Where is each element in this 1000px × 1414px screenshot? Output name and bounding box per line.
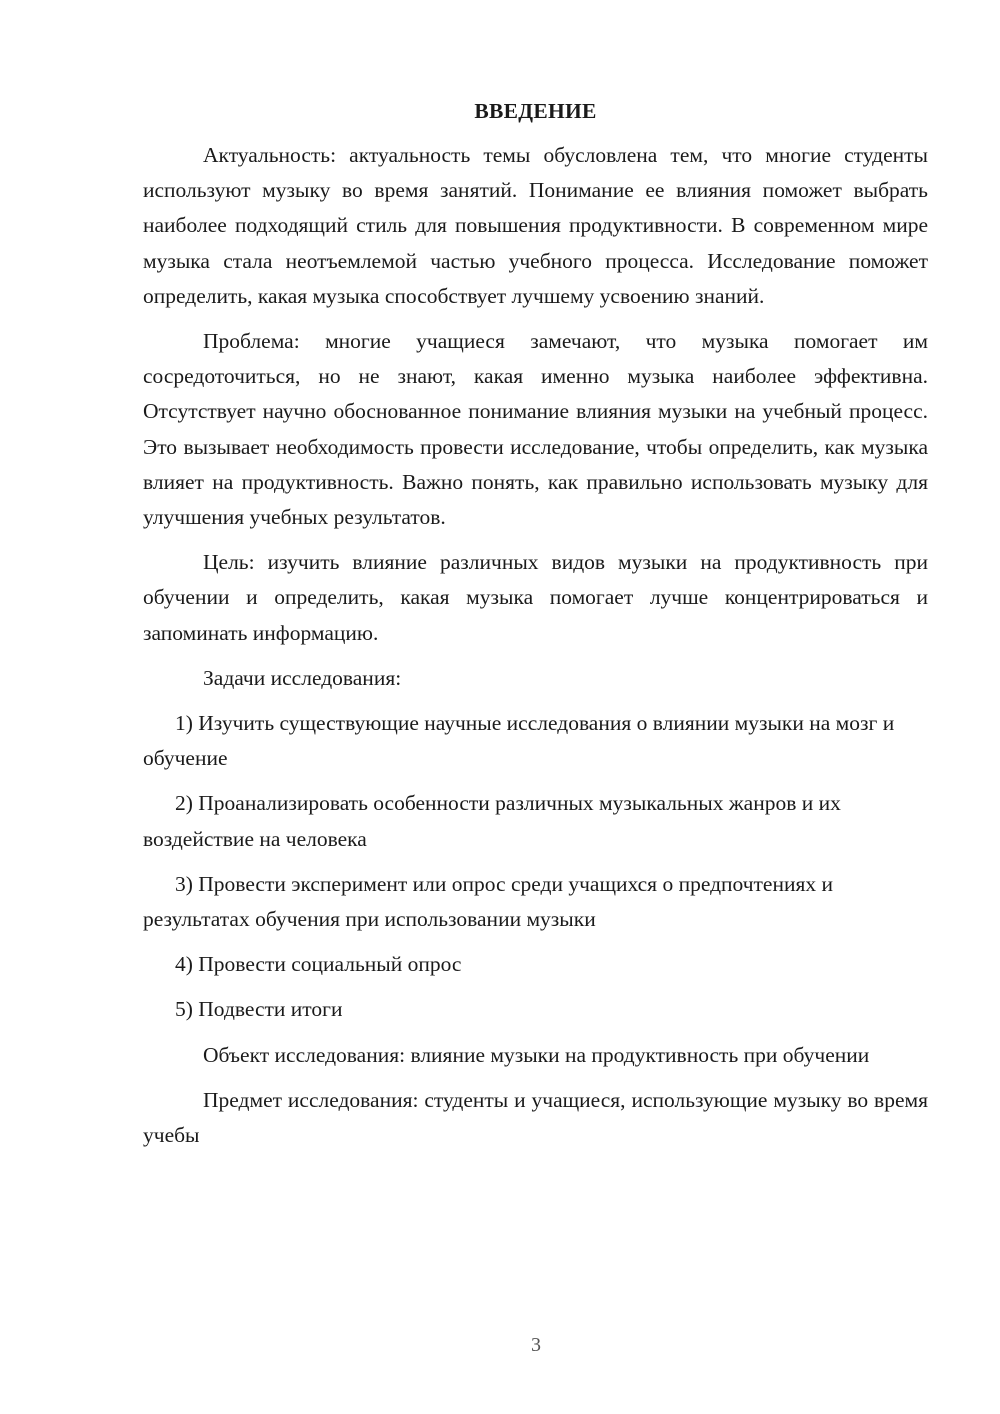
paragraph-goal: Цель: изучить влияние различных видов музыки на продуктивность при обучении и определить, какая музыка помогает лучше концентрироваться и запоминать информацию. bbox=[143, 550, 928, 645]
task-item-1: 1) Изучить существующие научные исследования о влиянии музыки на мозг и обучение bbox=[143, 711, 895, 771]
task-item-5: 5) Подвести итоги bbox=[175, 997, 343, 1022]
task-item-3: 3) Провести эксперимент или опрос среди учащихся о предпочтениях и результатах обучения при использовании музыки bbox=[143, 871, 834, 932]
paragraph-object: Объект исследования: влияние музыки на продуктивность при обучении bbox=[203, 1042, 870, 1067]
paragraph-relevance: Актуальность: актуальность темы обусловлена тем, что многие студенты используют музыку во время занятий. Понимание ее влияния поможет выбрать наиболее подходящий стиль для повышения продуктивности. В современном мире музыка стала неотъемлемой частью учебного процесса. Исследование поможет определить, какая музыка способствует лучшему усвоению знаний. bbox=[143, 143, 928, 308]
document-page bbox=[143, 96, 928, 1153]
task-item-4: 4) Провести социальный опрос bbox=[175, 952, 462, 977]
page-number: 3 bbox=[531, 1334, 541, 1356]
page-title: ВВЕДЕНИЕ bbox=[474, 99, 597, 123]
task-item-2: 2) Проанализировать особенности различных музыкальных жанров и их воздействие на человека bbox=[143, 791, 841, 851]
paragraph-problem: Проблема: многие учащиеся замечают, что музыка помогает им сосредоточиться, но не знают, какая именно музыка наиболее эффективна. Отсутствует научно обоснованное понимание влияния музыки на учебный процесс. Это вызывает необходимость провести исследование, чтобы определить, как музыка влияет на продуктивность. Важно понять, как правильно использовать музыку для улучшения учебных результатов. bbox=[143, 329, 928, 530]
paragraph-subject: Предмет исследования: студенты и учащиеся, использующие музыку во время учебы bbox=[143, 1087, 928, 1148]
tasks-heading: Задачи исследования: bbox=[203, 665, 402, 690]
